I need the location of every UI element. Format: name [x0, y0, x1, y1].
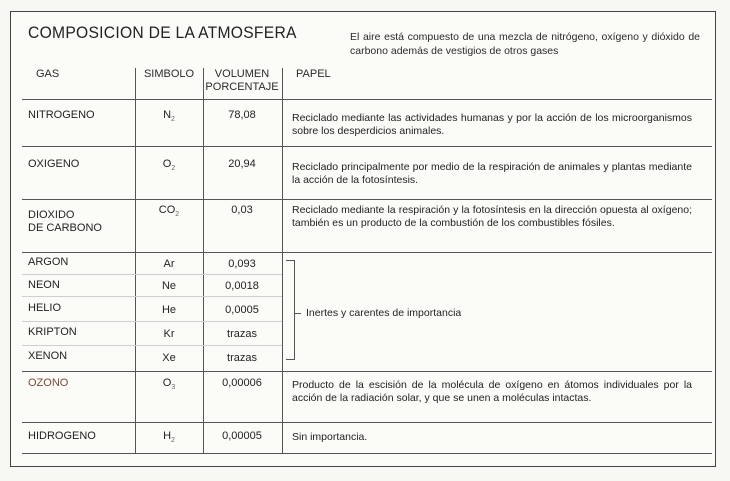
row-divider	[22, 146, 712, 147]
volume-xenon: trazas	[227, 352, 257, 364]
volume-kripton: trazas	[227, 328, 257, 340]
volume-argon: 0,093	[228, 258, 256, 270]
volume-ozono: 0,00006	[222, 377, 262, 389]
gas-oxigeno: OXIGENO	[28, 158, 80, 170]
header-volume-line1: VOLUMEN	[214, 68, 270, 80]
row-divider	[22, 321, 282, 322]
row-divider	[22, 199, 712, 200]
header-volume-line2: PORCENTAJE	[205, 81, 279, 93]
symbol-nitrogeno: $N_2$	[163, 109, 175, 123]
gas-ozono: OZONO	[28, 377, 69, 389]
role-oxigeno: Reciclado principalmente por medio de la respiración de animales y plantas mediante la acción de la fotosíntesis.	[292, 161, 692, 186]
symbol-oxigeno: $O_2$	[162, 158, 176, 172]
role-dioxido-de-carbono: Reciclado mediante la respiración y la fotosíntesis en la dirección opuesta al oxígeno; también es un producto de la combustión de los combustibles fósiles.	[292, 204, 692, 229]
role-nitrogeno: Reciclado mediante las actividades humanas y por la acción de los microorganismos sobre los desperdicios animales.	[292, 112, 692, 137]
intro-text: El aire está compuesto de una mezcla de nitrógeno, oxígeno y dióxido de carbono además de vestigios de otros gases	[350, 31, 700, 57]
gas-neon: NEON	[28, 279, 60, 291]
row-divider	[22, 371, 712, 372]
gas-dioxido-line1: DIOXIDO	[28, 209, 75, 221]
header-role: PAPEL	[296, 68, 331, 80]
symbol-ozono: $O_3$	[162, 377, 176, 391]
row-divider	[22, 99, 712, 100]
symbol-dioxido-de-carbono: $CO_2$	[158, 204, 180, 218]
header-symbol: SIMBOLO	[143, 68, 195, 80]
volume-helio: 0,0005	[225, 304, 259, 316]
inert-bracket-tick	[294, 313, 301, 314]
symbol-hidrogeno: $H_2$	[163, 430, 175, 444]
row-divider	[22, 296, 282, 297]
volume-hidrogeno: 0,00005	[222, 430, 262, 442]
volume-neon: 0,0018	[225, 280, 259, 292]
header-gas: GAS	[36, 68, 60, 80]
volume-nitrogeno: 78,08	[228, 109, 256, 121]
row-divider	[22, 252, 712, 253]
gas-dioxido-de-carbono	[28, 209, 102, 235]
symbol-kripton: Kr	[163, 328, 175, 340]
page-title: COMPOSICION DE LA ATMOSFERA	[28, 23, 297, 42]
column-divider-3	[282, 68, 283, 454]
header-volume	[204, 68, 280, 94]
inert-bracket-bottom	[286, 359, 295, 360]
gas-xenon: XENON	[28, 350, 68, 362]
gas-kripton: KRIPTON	[28, 326, 77, 338]
row-divider	[22, 345, 282, 346]
gas-argon: ARGON	[28, 256, 69, 268]
gas-dioxido-line2: DE CARBONO	[28, 222, 102, 234]
gas-hidrogeno: HIDROGENO	[28, 430, 96, 442]
inert-note: Inertes y carentes de importancia	[306, 307, 462, 319]
symbol-argon: Ar	[163, 258, 175, 270]
role-ozono: Producto de la escisión de la molécula de oxígeno en átomos individuales por la acción de la radiación solar, y que se unen a moléculas intactas.	[292, 379, 692, 404]
gas-nitrogeno: NITROGENO	[28, 109, 95, 121]
inert-bracket	[294, 260, 295, 359]
row-divider	[22, 453, 712, 454]
row-divider	[22, 274, 282, 275]
gas-helio: HELIO	[28, 302, 62, 314]
symbol-neon: Ne	[161, 280, 177, 292]
volume-oxigeno: 20,94	[228, 158, 256, 170]
role-hidrogeno: Sin importancia.	[292, 431, 368, 443]
inert-bracket-top	[286, 260, 295, 261]
symbol-helio: He	[161, 304, 177, 316]
row-divider	[22, 422, 712, 423]
symbol-xenon: Xe	[162, 352, 176, 364]
volume-dioxido-de-carbono: 0,03	[231, 204, 253, 216]
